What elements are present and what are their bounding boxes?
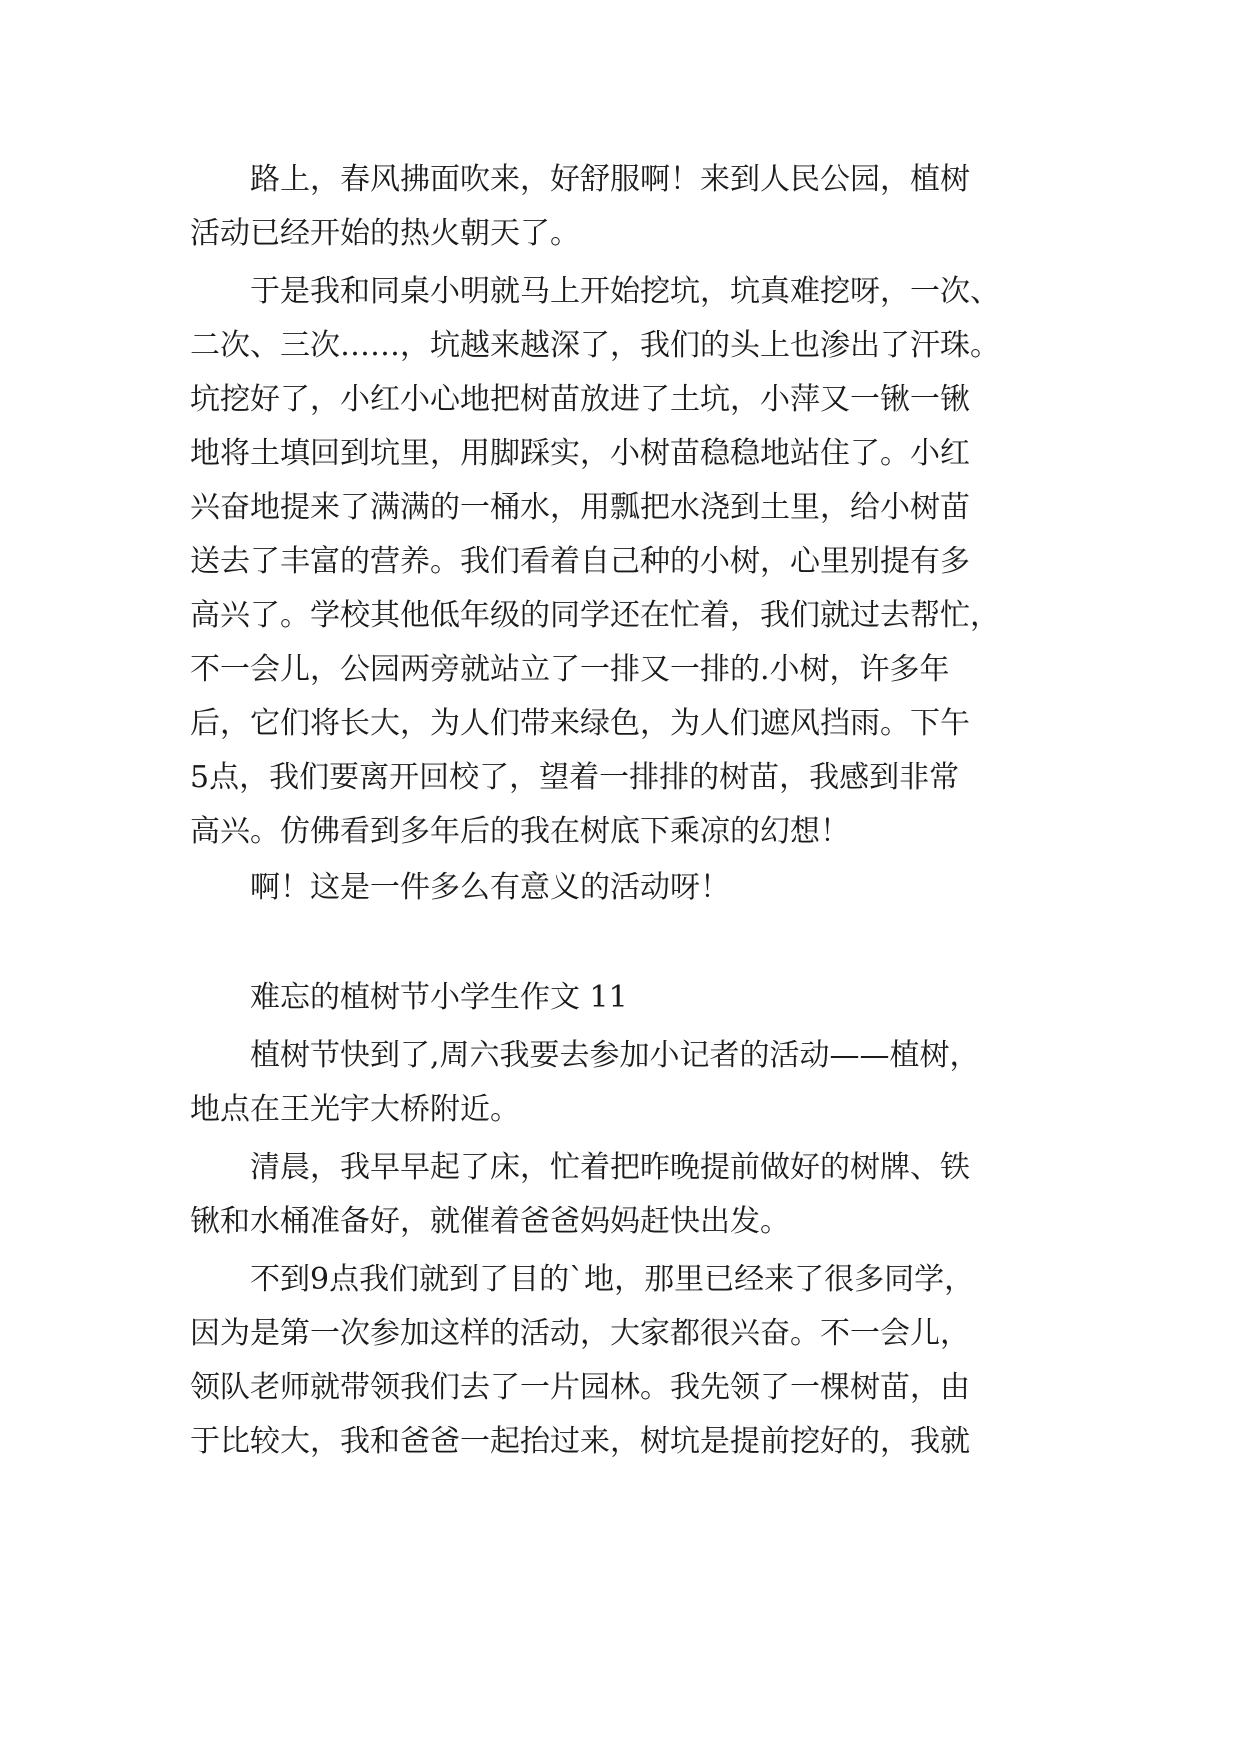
text-line: 路上，春风拂面吹来，好舒服啊！来到人民公园，植树 (250, 162, 970, 197)
text-line: 后，它们将长大，为人们带来绿色，为人们遮风挡雨。下午 (190, 706, 970, 741)
text-line: 5点，我们要离开回校了，望着一排排的树苗，我感到非常 (190, 760, 960, 795)
text-line: 啊！这是一件多么有意义的活动呀！ (250, 870, 730, 905)
text-line: 送去了丰富的营养。我们看着自己种的小树，心里别提有多 (190, 544, 970, 579)
text-line: 高兴了。学校其他低年级的同学还在忙着，我们就过去帮忙， (190, 598, 1000, 633)
text-line: 二次、三次……，坑越来越深了，我们的头上也渗出了汗珠。 (190, 328, 1000, 363)
text-line: 锹和水桶准备好，就催着爸爸妈妈赶快出发。 (190, 1204, 790, 1239)
text-line: 领队老师就带领我们去了一片园林。我先领了一棵树苗，由 (190, 1370, 970, 1405)
text-line: 坑挖好了，小红小心地把树苗放进了土坑，小萍又一锹一锹 (190, 382, 970, 417)
text-line: 清晨，我早早起了床，忙着把昨晚提前做好的树牌、铁 (250, 1150, 970, 1185)
text-line: 地点在王光宇大桥附近。 (190, 1092, 520, 1127)
text-line: 于比较大，我和爸爸一起抬过来，树坑是提前挖好的，我就 (190, 1424, 970, 1459)
text-line: 兴奋地提来了满满的一桶水，用瓢把水浇到土里，给小树苗 (190, 490, 970, 525)
text-line: 不一会儿，公园两旁就站立了一排又一排的.小树，许多年 (190, 652, 950, 687)
text-line: 高兴。仿佛看到多年后的我在树底下乘凉的幻想！ (190, 814, 850, 849)
text-line: 于是我和同桌小明就马上开始挖坑，坑真难挖呀，一次、 (250, 274, 1000, 309)
text-line: 地将土填回到坑里，用脚踩实，小树苗稳稳地站住了。小红 (190, 436, 970, 471)
text-line: 因为是第一次参加这样的活动，大家都很兴奋。不一会儿， (190, 1316, 970, 1351)
text-line: 植树节快到了,周六我要去参加小记者的活动——植树， (250, 1038, 980, 1073)
text-line: 不到9点我们就到了目的`地，那里已经来了很多同学， (250, 1262, 975, 1297)
section-title: 难忘的植树节小学生作文 11 (250, 980, 628, 1015)
text-line: 活动已经开始的热火朝天了。 (190, 216, 580, 251)
